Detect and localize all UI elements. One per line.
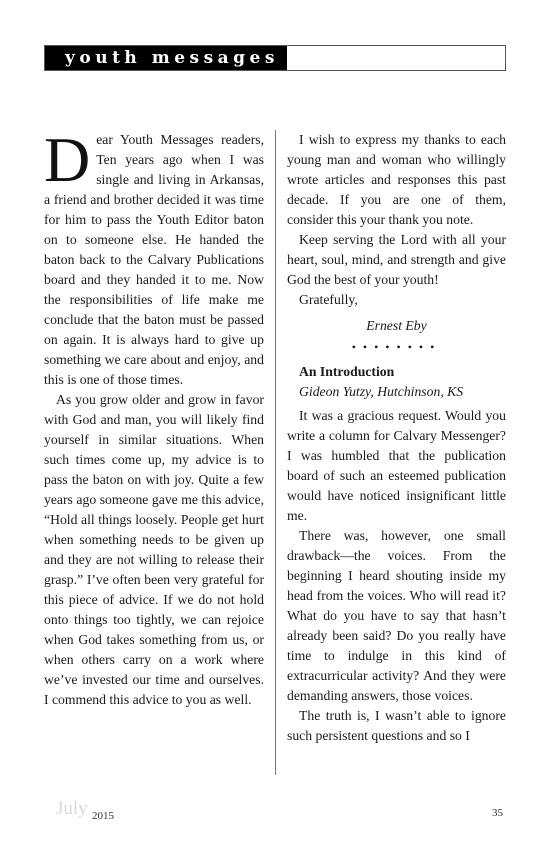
left-paragraph-1 <box>44 124 264 390</box>
article-byline: Gideon Yutzy, Hutchinson, KS <box>299 384 464 399</box>
drop-cap: D <box>44 124 91 195</box>
column-divider <box>275 130 276 775</box>
right-paragraph-2: Keep serving the Lord with all your heart, soul, mind, and strength and give God the best of your youth! <box>287 232 506 287</box>
right-paragraph-3: It was a gracious request. Would you write a column for Calvary Messenger? I was humbled that the publication board of such an esteemed publication would have noticed insignificant little me. <box>287 408 506 523</box>
left-paragraph-1-text: ear Youth Messages readers, Ten years ago when I was single and living in Arkansas, a friend and brother decided it was time for him to pass the Youth Editor baton on to someone else. He handed the baton back to the Calvary Publications board and they handed it to me. Now the responsibilities of life make me conclude that the baton must be passed on again. It is always hard to give up something we care about and enjoy, and this is one of those times. <box>44 132 264 387</box>
left-paragraph-2: As you grow older and grow in favor with God and man, you will likely find yourself in similar situations. When such times come up, my advice is to pass the baton on with joy. Quite a few years ago someone gave me this advice, “Hold all things loosely. People get hurt when something needs to be given up and they are not willing to release their grasp.” I’ve often been very grateful for this piece of advice. If we do not hold onto things too tightly, we can rejoice when God takes something from us, or when others carry on a work where we’ve invested our time and ourselves. I commend this advice to you as well. <box>44 392 264 707</box>
signature: Ernest Eby <box>366 318 427 333</box>
section-header <box>44 45 506 71</box>
article-title: An Introduction <box>299 364 395 379</box>
right-paragraph-1: I wish to express my thanks to each young man and woman who willingly wrote articles and responses this past decade. If you are one of them, consider this your thank you note. <box>287 132 506 227</box>
page-number: 35 <box>492 807 503 819</box>
right-paragraph-5: The truth is, I wasn’t able to ignore such persistent questions and so I <box>287 708 506 743</box>
right-paragraph-4: There was, however, one small drawback—the voices. From the beginning I heard shouting inside my head from the voices. Who will read it? What do you have to say that hasn’t already been said? Do you really have time to indulge in this kind of extracurricular activity? And they were demanding answers, those voices. <box>287 528 506 703</box>
closing-line: Gratefully, <box>299 292 358 307</box>
section-title: youth messages <box>65 48 279 68</box>
left-column <box>44 124 264 710</box>
section-separator-dots: •••••••• <box>351 340 442 354</box>
footer-month: July <box>56 798 88 819</box>
footer-year: 2015 <box>92 810 114 822</box>
right-column <box>287 130 506 746</box>
